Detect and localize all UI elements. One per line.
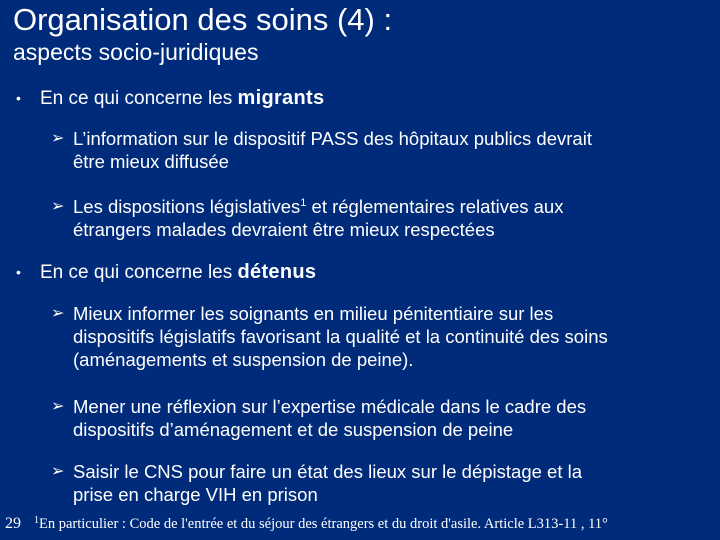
section-heading-emphasis: migrants: [237, 87, 325, 109]
section-heading-emphasis: détenus: [237, 261, 317, 283]
footnote-marker: 1: [34, 515, 39, 526]
list-item-line: dispositifs législatifs favorisant la qualité et la continuité des soins: [73, 326, 608, 347]
section-heading-detenus: [40, 260, 316, 285]
list-item-line: Saisir le CNS pour faire un état des lieux sur le dépistage et la: [73, 461, 583, 482]
list-item-line: dispositifs d’aménagement et de suspension de peine: [73, 419, 514, 440]
list-item-line: Mieux informer les soignants en milieu pénitentiaire sur les: [73, 303, 554, 324]
list-item-line: prise en charge VIH en prison: [73, 484, 318, 505]
footnote-text: En particulier : Code de l'entrée et du séjour des étrangers et du droit d'asile. Article L313-11 , 11°: [39, 516, 608, 532]
list-item: [73, 395, 713, 441]
list-item: [73, 302, 713, 371]
list-item-line: être mieux diffusée: [73, 151, 229, 172]
list-item-line: (aménagements et suspension de peine).: [73, 349, 414, 370]
arrow-bullet-icon: ➢: [51, 198, 65, 215]
slide-subtitle: aspects socio-juridiques: [13, 39, 259, 65]
list-item: [73, 195, 713, 241]
footnote-reference: 1: [300, 197, 307, 209]
list-item-text: et réglementaires relatives aux: [306, 196, 564, 217]
bullet-icon: •: [16, 90, 21, 106]
arrow-bullet-icon: ➢: [51, 130, 65, 147]
arrow-bullet-icon: ➢: [51, 305, 65, 322]
list-item: [73, 127, 713, 173]
list-item-line: [73, 195, 713, 218]
section-heading-prefix: En ce qui concerne les: [40, 88, 238, 109]
section-heading-prefix: En ce qui concerne les: [40, 262, 238, 283]
slide-title: Organisation des soins (4) :: [13, 2, 393, 37]
section-heading-migrants: [40, 86, 324, 111]
list-item: [73, 460, 713, 506]
arrow-bullet-icon: ➢: [51, 398, 65, 415]
bullet-icon: •: [16, 264, 21, 280]
list-item-line: étrangers malades devraient être mieux respectées: [73, 219, 495, 240]
list-item-line: L’information sur le dispositif PASS des hôpitaux publics devrait: [73, 128, 592, 149]
footnote: [34, 514, 608, 534]
list-item-line: Mener une réflexion sur l’expertise médicale dans le cadre des: [73, 396, 587, 417]
list-item-text: Les dispositions législatives: [73, 196, 301, 217]
page-number: 29: [5, 515, 21, 532]
arrow-bullet-icon: ➢: [51, 463, 65, 480]
